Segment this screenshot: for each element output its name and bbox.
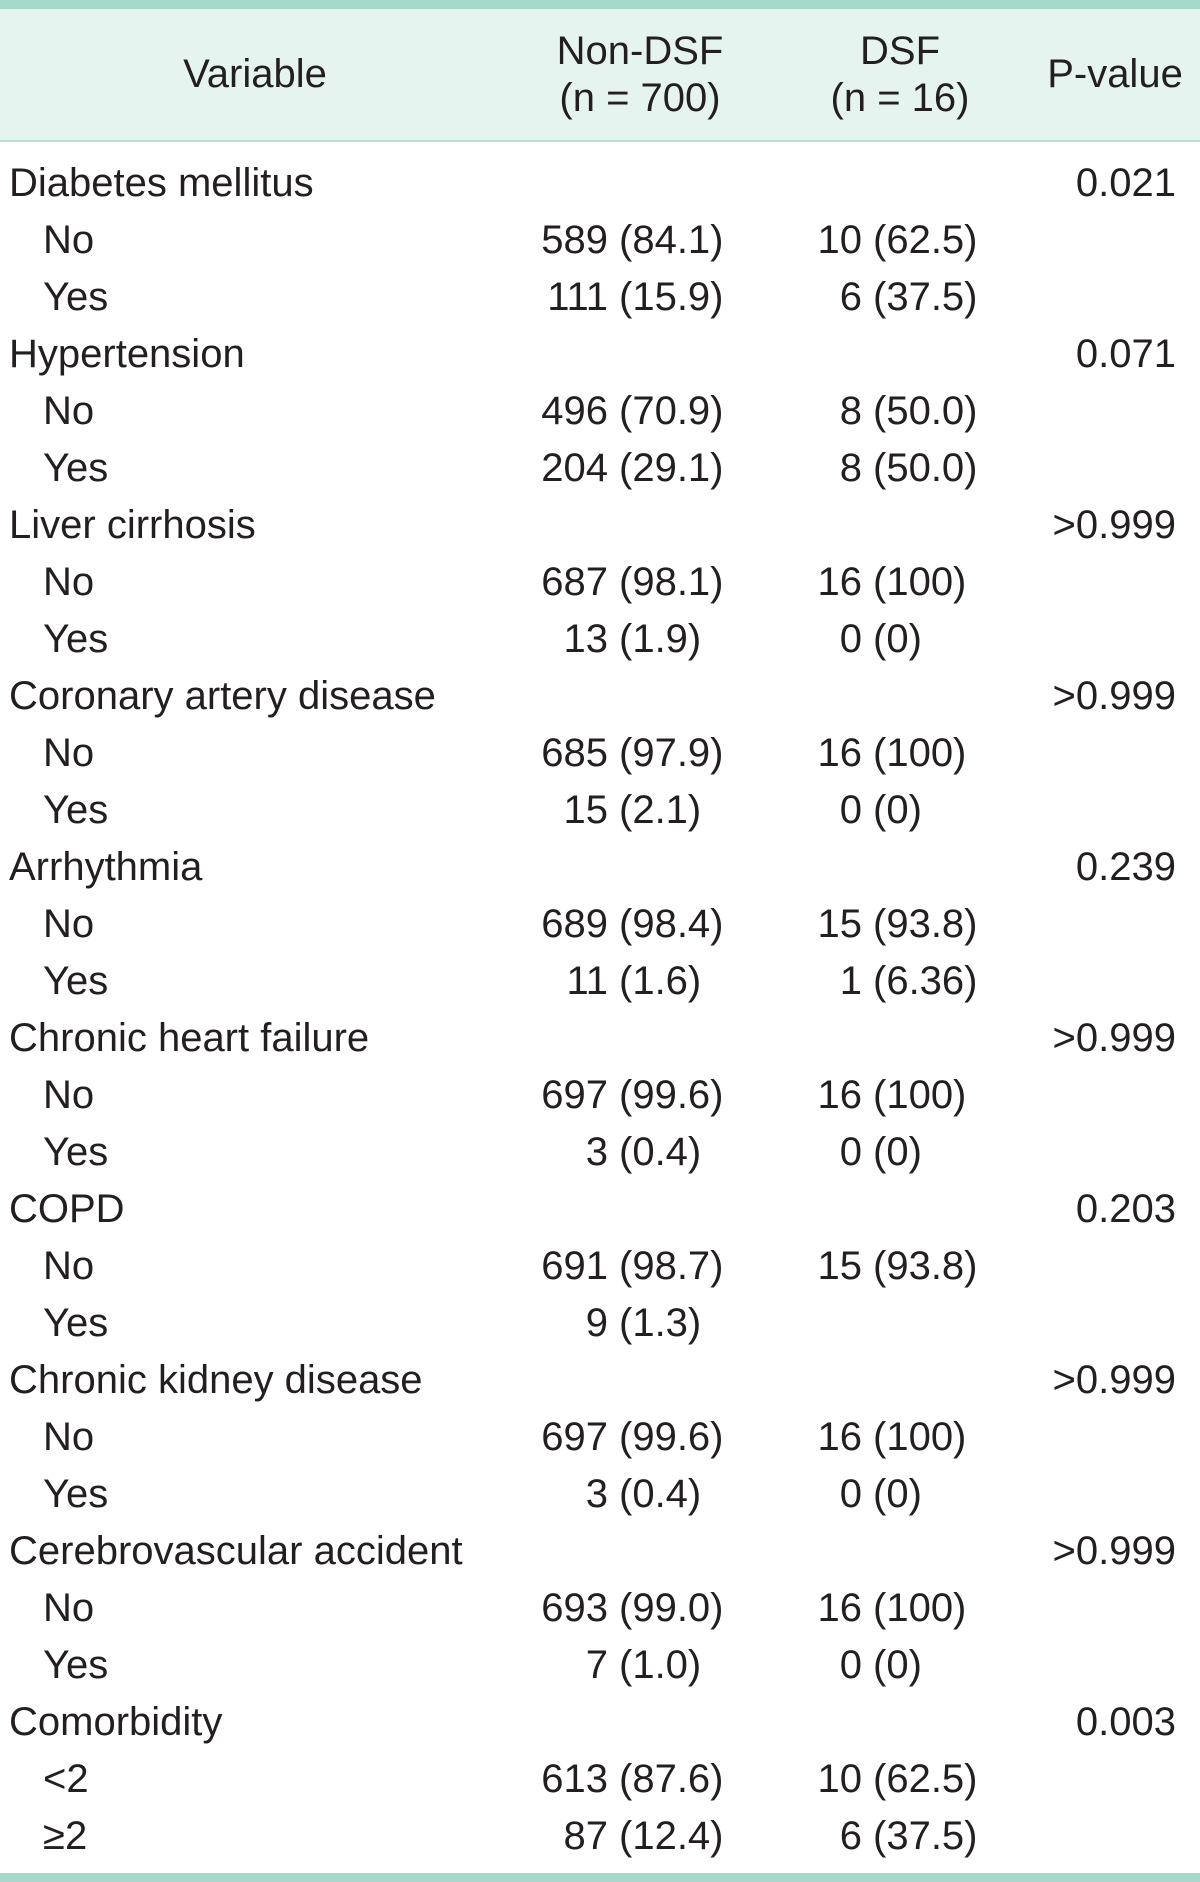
table-row — [0, 1295, 1200, 1352]
row-label: Chronic kidney disease — [9, 1358, 423, 1402]
table-row — [0, 1751, 1200, 1808]
table-row-group — [0, 1523, 1200, 1580]
non-dsf-count: 3 — [585, 1472, 608, 1516]
non-dsf-count: 613 — [541, 1757, 608, 1801]
dsf-count: 16 — [817, 560, 862, 604]
dsf-count: 15 — [817, 902, 862, 946]
row-label: Yes — [43, 1301, 109, 1345]
row-label: No — [43, 218, 95, 262]
table-row-group — [0, 839, 1200, 896]
dsf-percent: (0) — [873, 1643, 922, 1687]
table-row — [0, 896, 1200, 953]
row-pvalue: >0.999 — [1052, 1529, 1176, 1573]
row-label: No — [43, 1073, 95, 1117]
table-header — [0, 9, 1200, 142]
dsf-count: 6 — [839, 1814, 862, 1858]
header-non-dsf-n: (n = 700) — [559, 75, 721, 120]
table-row-group — [0, 155, 1200, 212]
table-row — [0, 269, 1200, 326]
dsf-count: 8 — [839, 446, 862, 490]
non-dsf-percent: (1.3) — [619, 1301, 702, 1345]
non-dsf-percent: (1.0) — [619, 1643, 702, 1687]
non-dsf-count: 204 — [541, 446, 608, 490]
dsf-count: 10 — [817, 218, 862, 262]
dsf-percent: (62.5) — [873, 218, 978, 262]
dsf-percent: (0) — [873, 617, 922, 661]
table-row — [0, 725, 1200, 782]
dsf-percent: (62.5) — [873, 1757, 978, 1801]
row-label: Cerebrovascular accident — [9, 1529, 463, 1573]
row-label: Hypertension — [9, 332, 245, 376]
header-variable — [0, 9, 510, 140]
non-dsf-percent: (98.4) — [619, 902, 724, 946]
row-label: No — [43, 1586, 95, 1630]
table-row — [0, 953, 1200, 1010]
row-label: Yes — [43, 1130, 109, 1174]
table-row — [0, 782, 1200, 839]
table-row-group — [0, 1181, 1200, 1238]
row-label: Yes — [43, 959, 109, 1003]
row-pvalue: >0.999 — [1052, 674, 1176, 718]
dsf-percent: (50.0) — [873, 446, 978, 490]
non-dsf-percent: (2.1) — [619, 788, 702, 832]
row-label: Yes — [43, 446, 109, 490]
non-dsf-percent: (70.9) — [619, 389, 724, 433]
non-dsf-count: 693 — [541, 1586, 608, 1630]
row-label: Yes — [43, 788, 109, 832]
dsf-percent: (100) — [873, 1415, 967, 1459]
row-label: COPD — [9, 1187, 125, 1231]
non-dsf-count: 7 — [585, 1643, 608, 1687]
table-row-group — [0, 497, 1200, 554]
dsf-count: 16 — [817, 1586, 862, 1630]
table-row — [0, 1238, 1200, 1295]
dsf-percent: (100) — [873, 560, 967, 604]
table-row — [0, 1637, 1200, 1694]
row-label: Coronary artery disease — [9, 674, 436, 718]
dsf-count: 16 — [817, 1415, 862, 1459]
header-pvalue — [1030, 9, 1200, 140]
non-dsf-percent: (99.6) — [619, 1415, 724, 1459]
non-dsf-count: 687 — [541, 560, 608, 604]
dsf-count: 16 — [817, 731, 862, 775]
non-dsf-count: 13 — [563, 617, 608, 661]
dsf-count: 0 — [839, 788, 862, 832]
dsf-percent: (0) — [873, 1472, 922, 1516]
row-label: Yes — [43, 1472, 109, 1516]
table-row — [0, 554, 1200, 611]
header-pvalue-label: P-value — [1047, 52, 1183, 96]
dsf-count: 8 — [839, 389, 862, 433]
non-dsf-percent: (99.6) — [619, 1073, 724, 1117]
non-dsf-count: 111 — [547, 275, 608, 319]
non-dsf-percent: (84.1) — [619, 218, 724, 262]
dsf-count: 1 — [839, 959, 862, 1003]
dsf-percent: (100) — [873, 1073, 967, 1117]
non-dsf-count: 589 — [541, 218, 608, 262]
non-dsf-percent: (0.4) — [619, 1130, 702, 1174]
table-row — [0, 1580, 1200, 1637]
non-dsf-percent: (99.0) — [619, 1586, 724, 1630]
row-label: Yes — [43, 1643, 109, 1687]
table-row — [0, 383, 1200, 440]
non-dsf-count: 689 — [541, 902, 608, 946]
non-dsf-percent: (98.1) — [619, 560, 724, 604]
non-dsf-percent: (97.9) — [619, 731, 724, 775]
header-non-dsf-title: Non-DSF — [556, 28, 724, 73]
dsf-count: 15 — [817, 1244, 862, 1288]
row-label: No — [43, 1415, 95, 1459]
bottom-rule — [0, 1873, 1200, 1882]
table-row-group — [0, 326, 1200, 383]
row-pvalue: 0.003 — [1075, 1700, 1176, 1744]
non-dsf-percent: (98.7) — [619, 1244, 724, 1288]
dsf-percent: (93.8) — [873, 1244, 978, 1288]
row-pvalue: 0.021 — [1075, 161, 1176, 205]
row-label: Liver cirrhosis — [9, 503, 256, 547]
header-dsf-n: (n = 16) — [830, 75, 970, 120]
table-row — [0, 212, 1200, 269]
non-dsf-percent: (1.9) — [619, 617, 702, 661]
non-dsf-percent: (12.4) — [619, 1814, 724, 1858]
dsf-count: 0 — [839, 1472, 862, 1516]
table-row — [0, 440, 1200, 497]
table-row-group — [0, 1694, 1200, 1751]
table-row — [0, 1466, 1200, 1523]
dsf-count: 10 — [817, 1757, 862, 1801]
row-pvalue: 0.239 — [1075, 845, 1176, 889]
header-non-dsf — [510, 9, 770, 140]
table-row — [0, 1124, 1200, 1181]
dsf-percent: (37.5) — [873, 275, 978, 319]
top-rule — [0, 0, 1200, 9]
table-row-group — [0, 668, 1200, 725]
non-dsf-count: 697 — [541, 1073, 608, 1117]
row-pvalue: 0.203 — [1075, 1187, 1176, 1231]
non-dsf-percent: (1.6) — [619, 959, 702, 1003]
row-label: Diabetes mellitus — [9, 161, 314, 205]
non-dsf-count: 697 — [541, 1415, 608, 1459]
row-label: Yes — [43, 275, 109, 319]
dsf-percent: (100) — [873, 731, 967, 775]
table-row-group — [0, 1352, 1200, 1409]
dsf-count: 0 — [839, 1130, 862, 1174]
non-dsf-percent: (87.6) — [619, 1757, 724, 1801]
dsf-percent: (50.0) — [873, 389, 978, 433]
non-dsf-percent: (15.9) — [619, 275, 724, 319]
row-label: No — [43, 389, 95, 433]
dsf-count: 16 — [817, 1073, 862, 1117]
dsf-percent: (100) — [873, 1586, 967, 1630]
table-row — [0, 1067, 1200, 1124]
dsf-percent: (0) — [873, 788, 922, 832]
non-dsf-count: 3 — [585, 1130, 608, 1174]
table-row-group — [0, 1010, 1200, 1067]
row-pvalue: >0.999 — [1052, 503, 1176, 547]
non-dsf-percent: (0.4) — [619, 1472, 702, 1516]
non-dsf-count: 496 — [541, 389, 608, 433]
row-label: No — [43, 560, 95, 604]
row-label: Chronic heart failure — [9, 1016, 370, 1060]
dsf-percent: (0) — [873, 1130, 922, 1174]
non-dsf-count: 11 — [566, 959, 608, 1003]
non-dsf-count: 685 — [541, 731, 608, 775]
row-label: Arrhythmia — [9, 845, 203, 889]
row-label: <2 — [43, 1757, 89, 1801]
header-variable-label: Variable — [183, 52, 327, 96]
dsf-count: 0 — [839, 617, 862, 661]
row-label: Yes — [43, 617, 109, 661]
table-body — [0, 155, 1200, 1865]
non-dsf-count: 15 — [563, 788, 608, 832]
row-pvalue: >0.999 — [1052, 1016, 1176, 1060]
row-label: No — [43, 1244, 95, 1288]
non-dsf-percent: (29.1) — [619, 446, 724, 490]
dsf-count: 0 — [839, 1643, 862, 1687]
non-dsf-count: 87 — [563, 1814, 608, 1858]
table-row — [0, 611, 1200, 668]
row-pvalue: 0.071 — [1075, 332, 1176, 376]
table-row — [0, 1409, 1200, 1466]
dsf-count: 6 — [839, 275, 862, 319]
row-pvalue: >0.999 — [1052, 1358, 1176, 1402]
row-label: No — [43, 902, 95, 946]
table-row — [0, 1808, 1200, 1865]
dsf-percent: (6.36) — [873, 959, 978, 1003]
row-label: ≥2 — [43, 1814, 88, 1858]
header-dsf — [770, 9, 1030, 140]
header-dsf-title: DSF — [860, 28, 940, 73]
non-dsf-count: 9 — [585, 1301, 608, 1345]
row-label: No — [43, 731, 95, 775]
dsf-percent: (93.8) — [873, 902, 978, 946]
non-dsf-count: 691 — [541, 1244, 608, 1288]
row-label: Comorbidity — [9, 1700, 223, 1744]
dsf-percent: (37.5) — [873, 1814, 978, 1858]
